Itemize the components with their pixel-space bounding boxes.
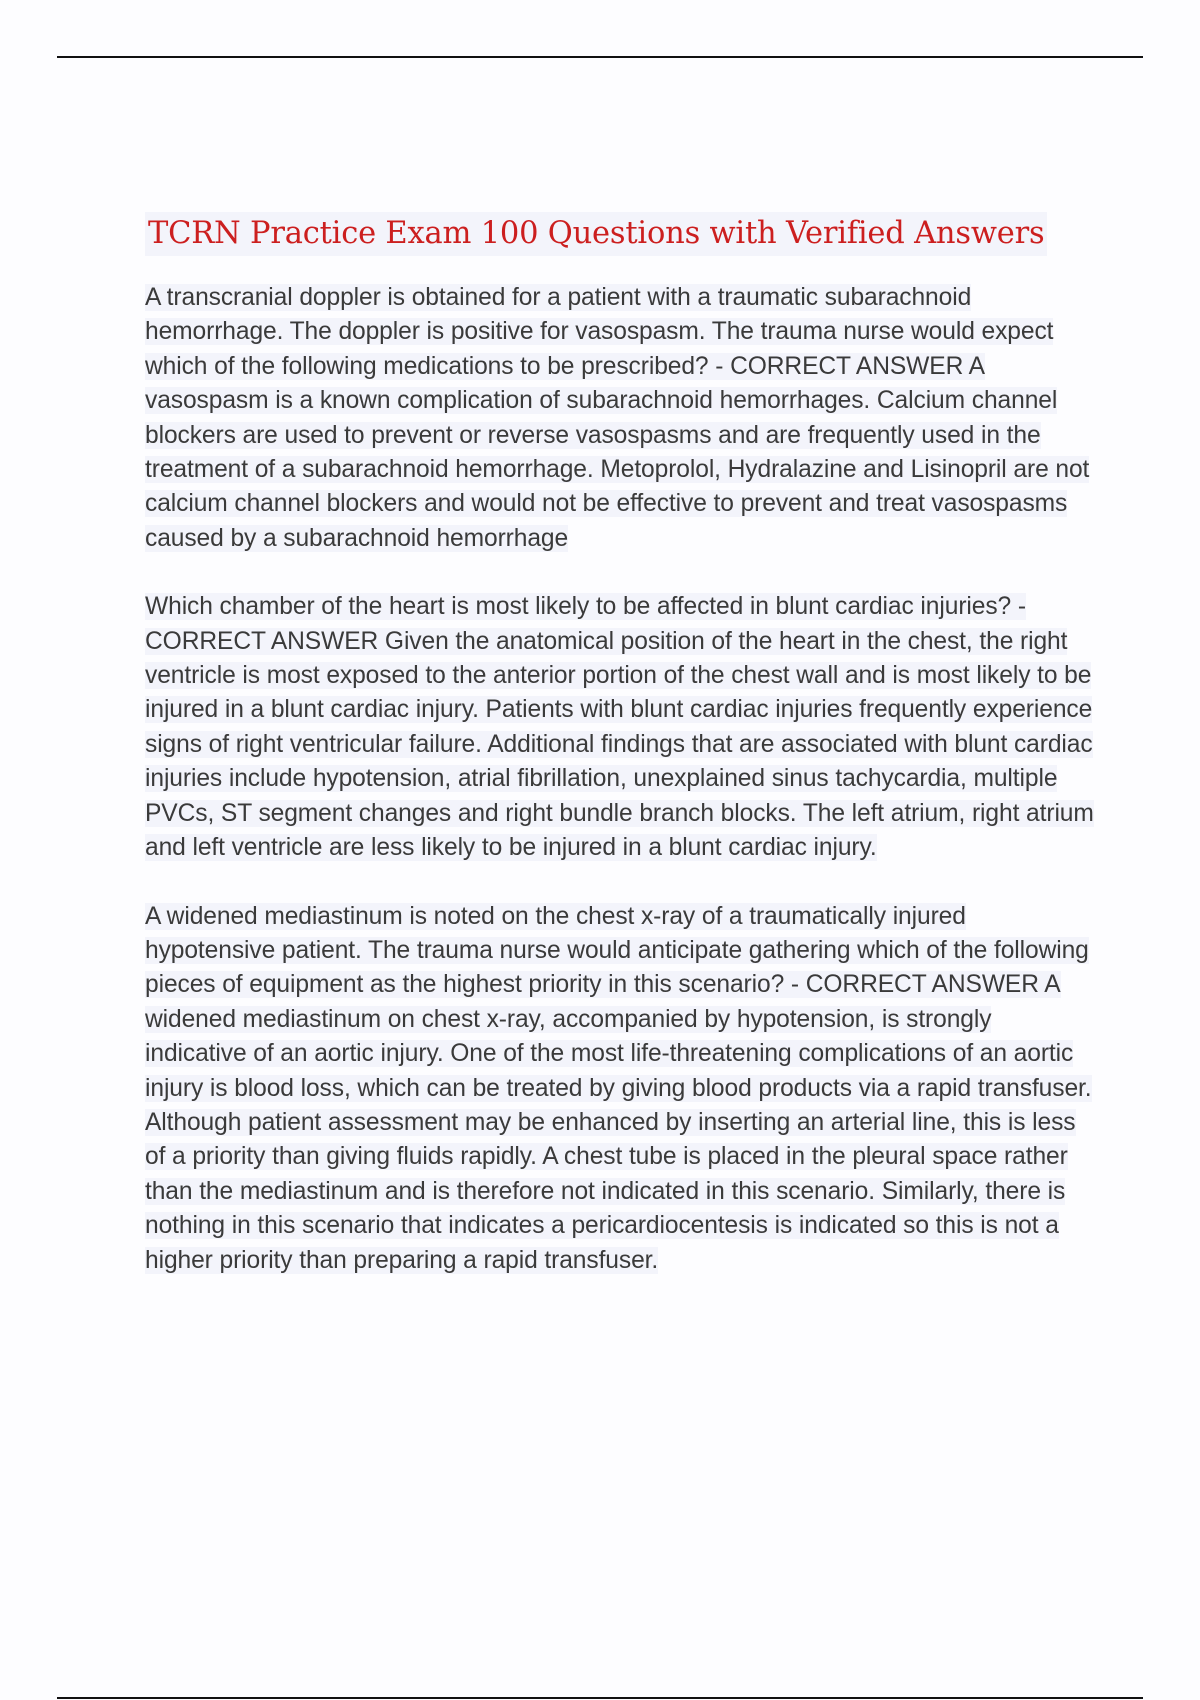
- qa-entry-2: [145, 590, 1095, 865]
- qa-entry-1: [145, 281, 1095, 556]
- qa-entry-text: A widened mediastinum is noted on the chest x-ray of a traumatically injured hypotensive patient. The trauma nurse would anticipate gathering which of the following pieces of equipment as the highest priority in this scenario? - CORRECT ANSWER A widened mediastinum on chest x-ray, accompanied by hypotension, is strongly indicative of an aortic injury. One of the most life-threatening complications of an aortic injury is blood loss, which can be treated by giving blood products via a rapid transfuser. Although patient assessment may be enhanced by inserting an arterial line, this is less of a priority than giving fluids rapidly. A chest tube is placed in the pleural space rather than the mediastinum and is therefore not indicated in this scenario. Similarly, there is nothing in this scenario that indicates a pericardiocentesis is indicated so this is not a higher priority than preparing a rapid transfuser.: [145, 902, 1092, 1274]
- document-title: TCRN Practice Exam 100 Questions with Verified Answers: [145, 212, 1047, 256]
- header-rule: [57, 56, 1143, 58]
- document-body: [145, 212, 1095, 1312]
- qa-entry-text: A transcranial doppler is obtained for a patient with a traumatic subarachnoid hemorrhage. The doppler is positive for vasospasm. The trauma nurse would expect which of the following medications to be prescribed? - CORRECT ANSWER A vasospasm is a known complication of subarachnoid hemorrhages. Calcium channel blockers are used to prevent or reverse vasospasms and are frequently used in the treatment of a subarachnoid hemorrhage. Metoprolol, Hydralazine and Lisinopril are not calcium channel blockers and would not be effective to prevent and treat vasospasms caused by a subarachnoid hemorrhage: [145, 284, 1090, 552]
- footer-rule: [57, 1697, 1143, 1699]
- qa-entry-3: [145, 900, 1095, 1278]
- qa-entry-text: Which chamber of the heart is most likely to be affected in blunt cardiac injuries? - CORRECT ANSWER Given the anatomical position of the heart in the chest, the right ventricle is most exposed to the anterior portion of the chest wall and is most likely to be injured in a blunt cardiac injury. Patients with blunt cardiac injuries frequently experience signs of right ventricular failure. Additional findings that are associated with blunt cardiac injuries include hypotension, atrial fibrillation, unexplained sinus tachycardia, multiple PVCs, ST segment changes and right bundle branch blocks. The left atrium, right atrium and left ventricle are less likely to be injured in a blunt cardiac injury.: [145, 593, 1094, 862]
